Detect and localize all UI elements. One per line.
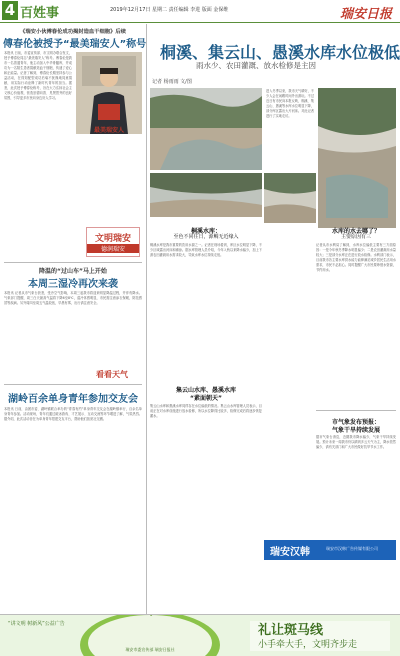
portrait-photo — [76, 52, 142, 134]
main-subtitle: 雨水少、农田灌溉、放水检修是主因 — [196, 61, 316, 70]
ad-banner — [264, 540, 396, 560]
civility-logo — [86, 227, 140, 257]
main-body-4: 记者从市水利局了解到，水库水位偏低主要有三方面原因：一是今年秋冬季降水明显偏少；二是农田灌溉用水量较大；三是部分水库正在进行放水检修。水利部门表示，目前我市各主要水库供水能力能够满足城乡居民生活用水需求，市民不必担心。同时提醒广大市民要珍惜水资源，节约用水。 — [316, 243, 396, 272]
banner-sub: 瑞安市汉韩广告传媒有限公司 — [326, 546, 378, 551]
reservoir-image-2 — [318, 88, 396, 228]
forecast-title-1: 市气象发布预报： — [331, 419, 380, 426]
ad-subtitle: 小手牵大手，文明齐步走 — [258, 640, 358, 650]
ad-sponsor-strip — [264, 562, 396, 612]
main-body-3: 集云山水库和愚溪水库同样存在水位偏低的情况。集云山水库管理人员表示，目前正在对水库设施进行放水检修，所以水位降得比较多，检修完成后将逐步恢复蓄水。 — [150, 404, 262, 418]
side-caption-1: 水库的水去哪了？ — [331, 228, 380, 235]
reservoir-image-3 — [150, 173, 262, 217]
main-byline: 记者 杨雨雨 文/图 — [152, 79, 192, 85]
person-illustration — [76, 52, 142, 134]
ad-slogan-left: “讲文明 树新风”公益广告 — [8, 621, 65, 627]
reservoir-photo-2 — [318, 88, 396, 228]
ad-sponsor: 瑞安市委宣传部 瑞安日报社 — [125, 647, 175, 652]
main-title: 桐溪、集云山、愚溪水库水位极低 — [160, 43, 400, 62]
forecast-body: 据市气象台消息，近期我市降水偏少，气象干旱持续发展。预计未来一周我市仍以晴到多云天气为主，降水依然偏少，请有关部门和广大市民做好抗旱节水工作。 — [316, 435, 396, 449]
forecast-title-2: 气象干旱持续发展 — [331, 427, 380, 434]
reservoir-image-1 — [150, 88, 262, 170]
article1-title: 傅春伦被授予“最美瑞安人”称号 — [3, 39, 147, 50]
newspaper-logo: 瑞安日报 — [339, 7, 392, 22]
civility-logo-sub: 德润瑞安 — [87, 244, 139, 253]
article2-body: 本报讯 记者从市气象台获悉，受冷空气影响，本周三起我市将迎来明显降温过程，并伴有降水。气象部门提醒，周三白天最高气温将下降6至8℃，湿冷体感明显，市民需注意添衣保暖，防范感冒等疾病。另外周四至周五气温较低，早晨有雾，出行请注意安全。 — [4, 291, 142, 305]
main-body-2: 桐溪水库是我市重要的饮用水源之一。记者在现场看到，库区水位明显下降，不少区域露出河床和滩涂。据水库管理人员介绍，今年入秋以来降水偏少，加上下游农田灌溉用水需求较大，导致水库水位持续走低。 — [150, 243, 262, 257]
side-caption-2: 主要原因有三 — [340, 234, 371, 240]
reservoir-photo-4 — [264, 173, 316, 223]
page-number: 4 — [2, 1, 18, 20]
article3-body: 本报讯 日前，由团市委、湖岭镇联合举办的“青春有约”单身青年交友会在湖岭镇举行，百余名单身青年参加。活动现场，青年们通过破冰游戏、才艺展示、互动交流等环节增进了解，气氛热烈。据介绍，此次活动旨在为单身青年搭建交友平台，帮助他们拓宽社交圈。 — [4, 407, 142, 421]
main-body-5 — [264, 564, 396, 610]
portrait-caption: 最美瑞安人 — [93, 127, 124, 134]
ad-title: 礼让斑马线 — [258, 623, 324, 638]
banner-text: 瑞安汉韩 — [270, 547, 310, 558]
reservoir-photo-1 — [150, 88, 262, 170]
reservoir-photo-3 — [150, 173, 262, 217]
public-service-ad — [0, 615, 400, 656]
article1-kicker: 《瑞安小伙傅春伦成功揭封造血干细胞》后续 — [20, 29, 126, 35]
article2-title: 本周三湿冷再次来袭 — [28, 279, 118, 290]
article1-body-cont — [76, 137, 142, 181]
issue-meta: 2019年12月17日 星期二 责任编辑 李进 版面 金保维 — [110, 7, 229, 13]
civility-logo-text: 文明瑞安 — [94, 234, 131, 244]
article1-body: 本报讯 日前，市委宣传部、市文明办联合发文，授予傅春伦同志“最美瑞安人”称号。傅春伦是我市一名普通青年，他主动加入中华骨髓库，并成功为一名陌生患者捐献造血干细胞，传递了爱心和正能量。记者了解到，傅春伦长期坚持参与公益活动，在得知配型成功后毫不犹豫地同意捐献，用实际行动诠释了新时代青年的担当。据悉，此次授予傅春伦称号，旨在大力弘扬社会主义核心价值观，营造崇德向善、见贤思齐的良好氛围，引导更多市民向身边好人学习。 — [4, 51, 72, 100]
intro-body: 进入冬季以来，我市天气晴好，不少人会在闲暇时间外出游玩。不过近日有市民向本报反映，桐溪、集云山、愚溪等水库水位明显下降，部分库区露出大片河床。对此记者进行了实地走访。 — [266, 89, 314, 118]
weather-forecast-box — [316, 410, 396, 529]
caption-1: 桐溪水库： — [190, 228, 221, 235]
reservoir-image-4 — [264, 173, 316, 223]
caption-4: “素面朝天” — [190, 395, 222, 402]
weather-link[interactable]: 看看天气 — [96, 370, 128, 379]
section-title: 百姓事 — [20, 6, 60, 21]
page-header — [0, 0, 400, 23]
article2-kicker: 降温的“过山车”马上开始 — [39, 268, 107, 275]
caption-3: 集云山水库、愚溪水库 — [175, 387, 236, 394]
caption-2: 至色不同往日，源鲷无近缘入 — [173, 234, 239, 240]
article3-title: 湖岭百余单身青年参加交友会 — [8, 394, 138, 405]
